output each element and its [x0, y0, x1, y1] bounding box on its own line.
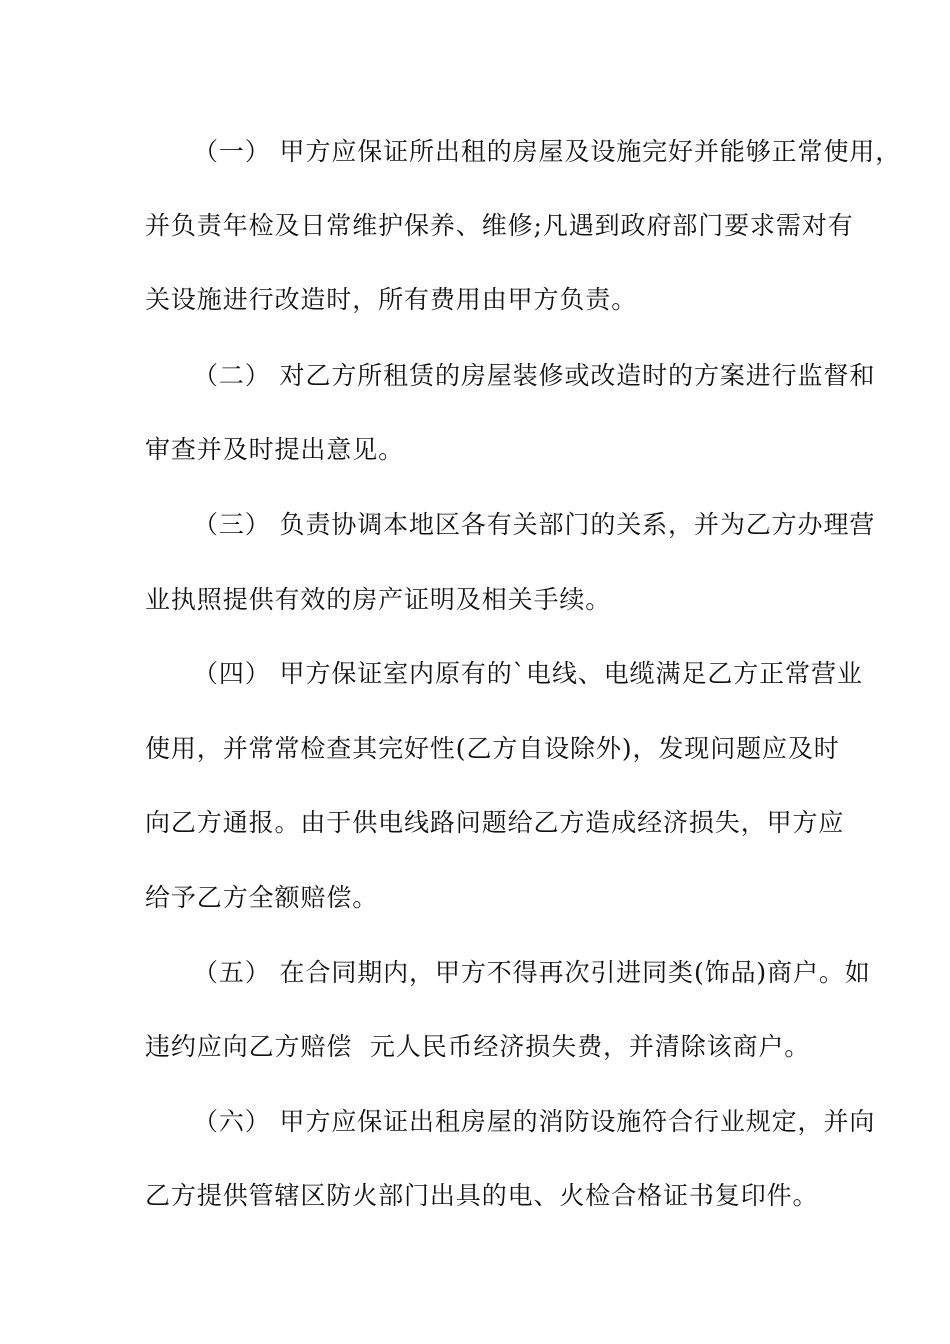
clause-4-line-1: （四） 甲方保证室内原有的`电线、电缆满足乙方正常营业: [193, 659, 863, 688]
clause-6-line-2: 乙方提供管辖区防火部门出具的电、火检合格证书复印件。: [145, 1181, 819, 1210]
clause-4-line-4: 给予乙方全额赔偿。: [145, 883, 379, 912]
clause-3-line-1: （三） 负责协调本地区各有关部门的关系，并为乙方办理营: [193, 510, 876, 539]
clause-2-line-1: （二） 对乙方所租赁的房屋装修或改造时的方案进行监督和: [193, 361, 876, 390]
clause-1-line-1: （一） 甲方应保证所出租的房屋及设施完好并能够正常使用，: [193, 137, 902, 166]
clause-5-line-1: （五） 在合同期内，甲方不得再次引进同类(饰品)商户。如: [193, 958, 871, 987]
clause-1-line-3: 关设施进行改造时，所有费用由甲方负责。: [145, 285, 638, 314]
clause-4-line-3: 向乙方通报。由于供电线路问题给乙方造成经济损失，甲方应: [145, 808, 845, 837]
clause-4-line-2: 使用，并常常检查其完好性(乙方自设除外)，发现问题应及时: [145, 734, 840, 763]
clause-1-line-2: 并负责年检及日常维护保养、维修;凡遇到政府部门要求需对有: [145, 211, 854, 240]
clause-2-line-2: 审查并及时提出意见。: [145, 435, 405, 464]
clause-5-line-2: 违约应向乙方赔偿 元人民币经济损失费，并清除该商户。: [145, 1032, 811, 1061]
clause-6-line-1: （六） 甲方应保证出租房屋的消防设施符合行业规定，并向: [193, 1107, 876, 1136]
clause-3-line-2: 业执照提供有效的房产证明及相关手续。: [145, 585, 612, 614]
